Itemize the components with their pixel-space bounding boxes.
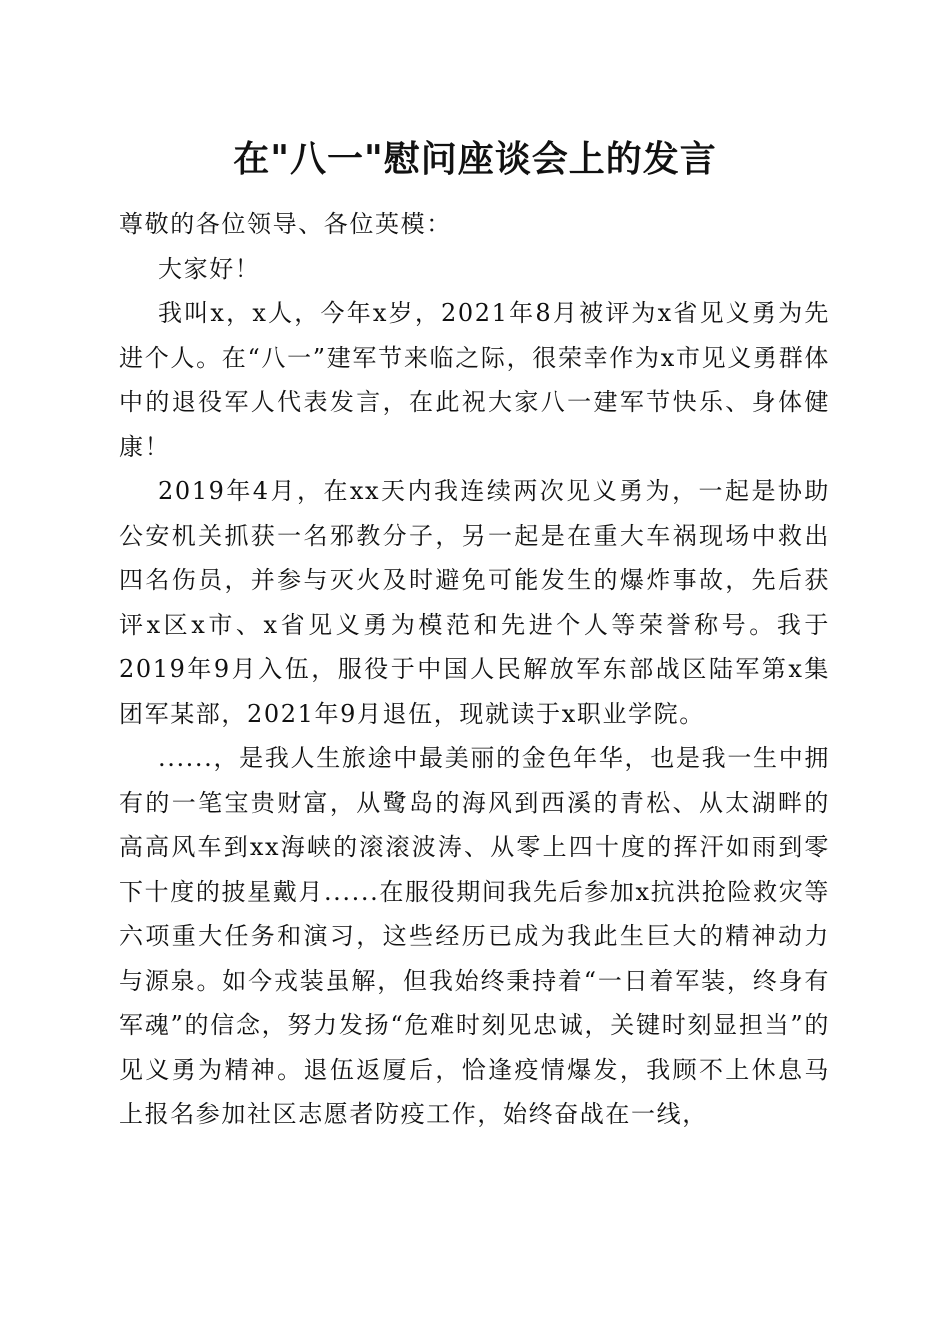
document-body — [119, 202, 830, 1137]
salutation: 尊敬的各位领导、各位英模： — [119, 210, 452, 238]
paragraph-introduction: 我叫x，x人，今年x岁，2021年8月被评为x省见义勇为先进个人。在“八一”建军节来临之际，很荣幸作为x市见义勇群体中的退役军人代表发言，在此祝大家八一建军节快乐、身体健康！ — [119, 299, 830, 461]
page-title: 在"八一"慰问座谈会上的发言 — [233, 138, 717, 180]
paragraph-greeting: 大家好！ — [158, 254, 261, 283]
paragraph-military-service: ......，是我人生旅途中最美丽的金色年华，也是我一生中拥有的一笔宝贵财富，从鹭岛的海风到西溪的青松、从太湖畔的高高风车到xx海峡的滚滚波涛、从零上四十度的挥汗如雨到零下十度的披星戴月......在服役期间我先后参加x抗洪抢险救灾等六项重大任务和演习，这些经历已成为我此生巨大的精神动力与源泉。如今戎装虽解，但我始终秉持着“一日着军装，终身有军魂”的信念，努力发扬“危难时刻见忠诚，关键时刻显担当”的见义勇为精神。退伍返厦后，恰逢疫情爆发，我顾不上休息马上报名参加社区志愿者防疫工作，始终奋战在一线， — [119, 744, 830, 1128]
paragraph-heroic-deeds: 2019年4月，在xx天内我连续两次见义勇为，一起是协助公安机关抓获一名邪教分子，另一起是在重大车祸现场中救出四名伤员，并参与灭火及时避免可能发生的爆炸事故，先后获评x区x市、x省见义勇为模范和先进个人等荣誉称号。我于2019年9月入伍，服役于中国人民解放军东部战区陆军第x集团军某部，2021年9月退伍，现就读于x职业学院。 — [119, 477, 830, 728]
